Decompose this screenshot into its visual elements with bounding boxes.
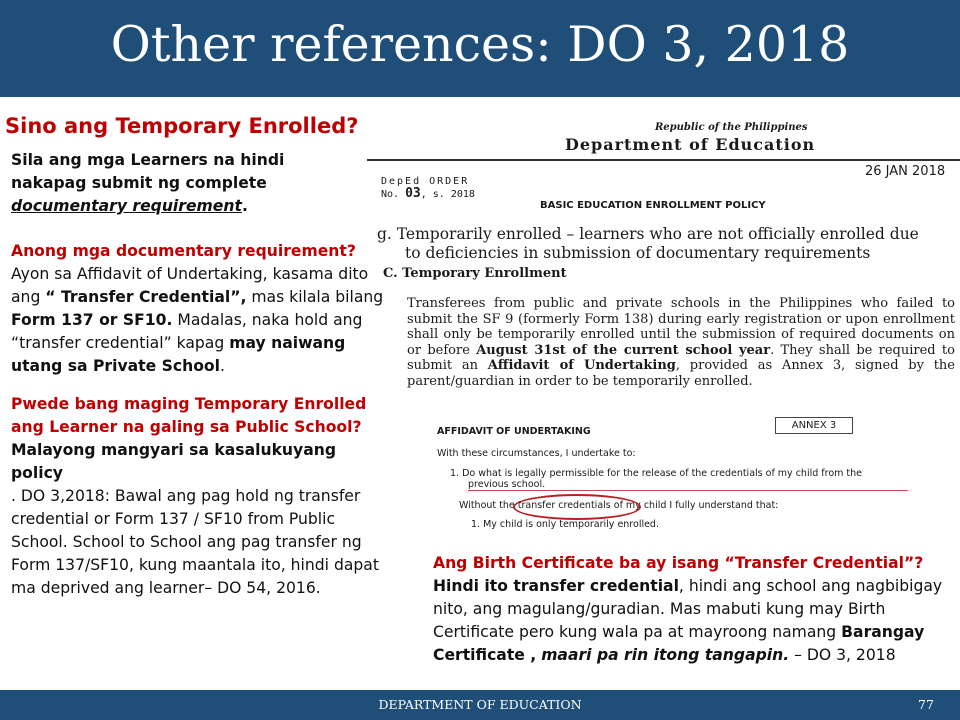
annex-label: ANNEX 3 xyxy=(775,417,853,434)
question-documentary-requirement: Anong mga documentary requirement? xyxy=(11,242,356,260)
slide-footer xyxy=(0,690,960,720)
left-heading: Sino ang Temporary Enrolled? xyxy=(5,114,359,138)
order-number: No. 03, s. 2018 xyxy=(381,186,475,201)
red-circle-annotation xyxy=(513,494,641,520)
slide-title: Other references: DO 3, 2018 xyxy=(110,16,850,73)
affidavit-line: With these circumstances, I undertake to: xyxy=(437,448,636,459)
birth-certificate-question: Ang Birth Certificate ba ay isang “Transfer Credential”? xyxy=(433,554,924,572)
order-date: 26 JAN 2018 xyxy=(865,164,946,179)
section-c-title: C. Temporary Enrollment xyxy=(383,266,567,281)
footer-label: DEPARTMENT OF EDUCATION xyxy=(378,697,582,712)
order-label: DepEd ORDER xyxy=(381,176,470,187)
affidavit-line: 1. My child is only temporarily enrolled. xyxy=(471,519,659,530)
scanned-deped-order xyxy=(355,108,960,548)
policy-title: BASIC EDUCATION ENROLLMENT POLICY xyxy=(540,200,766,211)
definition-g: g. Temporarily enrolled – learners who are not officially enrolled due to deficiencies in submission of documentary requirements xyxy=(377,225,919,262)
section-c-paragraph: Transferees from public and private schools in the Philippines who failed to submit the SF 9 (formerly Form 138) during early registration or upon enrollment shall only be temporarily enrolled until the submission of required documents on or before August 31st of the current school year. They shall be required to submit an Affidavit of Undertaking, provided as Annex 3, signed by the parent/guardian in order to be temporarily enrolled. xyxy=(407,296,955,389)
affidavit-line: 1. Do what is legally permissible for the release of the credentials of my child from the xyxy=(450,468,862,479)
affidavit-line: Without the transfer credentials of my child I fully understand that: xyxy=(459,500,779,511)
page-number: 77 xyxy=(918,697,934,712)
department-heading: Department of Education xyxy=(565,135,816,154)
answer-public-school: . DO 3,2018: Bawal ang pag hold ng transfer credential or Form 137 / SF10 from Public School. School to School ang pag transfer ng Form 137/SF10, kung maantala ito, hindi dapat ma deprived ang learner– DO 54, 2016. xyxy=(11,487,379,597)
intro-paragraph: Sila ang mga Learners na hindi nakapag submit ng complete documentary requirement. xyxy=(11,151,285,215)
red-underline-annotation xyxy=(468,490,908,491)
documentary-requirement-term: documentary requirement xyxy=(11,197,242,215)
divider xyxy=(367,159,960,161)
affidavit-title: AFFIDAVIT OF UNDERTAKING xyxy=(437,426,591,437)
slide-header xyxy=(0,0,960,97)
question-public-school: Pwede bang maging Temporary Enrolled ang Learner na galing sa Public School? Malayong mangyari sa kasalukuyang policy xyxy=(11,395,367,482)
answer-documentary-requirement: Ayon sa Affidavit of Undertaking, kasama dito ang “ Transfer Credential”, mas kilala bilang Form 137 or SF10. Madalas, naka hold ang “transfer credential” kapag may naiwang utang sa Private School. xyxy=(11,265,384,375)
birth-certificate-note: Ang Birth Certificate ba ay isang “Transfer Credential”? Hindi ito transfer credential, hindi ang school ang nagbibigay nito, ang magulang/guradian. Mas mabuti kung may Birth Certificate pero kung wala pa at mayroong namang Barangay Certificate , maari pa rin itong tangapin. – DO 3, 2018 xyxy=(433,554,943,664)
affidavit-line: previous school. xyxy=(468,479,546,490)
republic-line: Republic of the Philippines xyxy=(655,122,808,133)
left-column xyxy=(5,112,390,600)
